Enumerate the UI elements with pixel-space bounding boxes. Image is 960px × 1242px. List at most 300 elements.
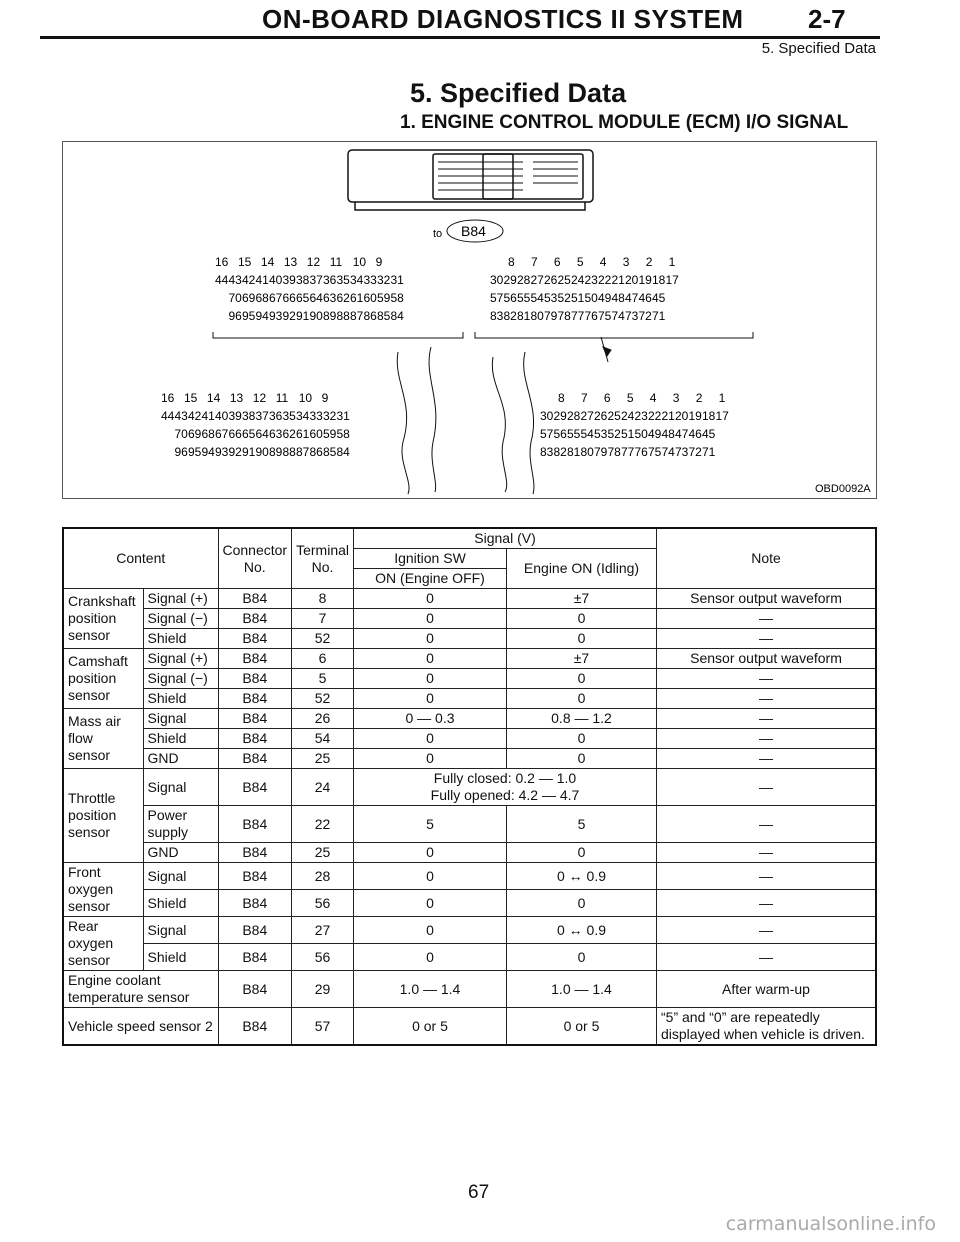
cell: After warm-up [657,971,877,1008]
pin-label: 64 [309,291,323,305]
cell: 28 [292,863,354,890]
cell: 26 [292,709,354,729]
pin-label: 87 [350,309,364,323]
cell: 0 — 0.3 [354,709,507,729]
pin-label: 65 [242,427,256,441]
pin-label: 39 [282,273,296,287]
lower-pin-grid [161,391,729,459]
pin-label: 37 [309,273,323,287]
cell: ±7 [507,649,657,669]
cell: 0 or 5 [507,1008,657,1046]
pin-label: 75 [598,309,612,323]
cell: 0 [354,890,507,917]
cell: Sensor output waveform [657,589,877,609]
tps-closed: Fully closed: 0.2 — 1.0 [433,770,577,786]
cell: 0 [354,863,507,890]
pin-label: 11 [275,391,289,405]
pin-label: 13 [229,391,244,405]
cell: 0 [507,843,657,863]
pin-label: 96 [228,309,242,323]
pin-label: 18 [702,409,716,423]
figure-code: OBD0092A [815,483,871,495]
table-row [63,729,876,749]
pin-label: 52 [607,427,621,441]
pin-label: 24 [571,273,585,287]
row-label: Rear oxygen sensor [63,917,143,971]
connector-diagram [63,142,878,500]
cell: B84 [218,769,292,806]
pin-label: 65 [296,291,310,305]
cell: “5” and “0” are repeatedly displayed when vehicle is driven. [657,1008,877,1046]
pin-label: 3 [622,255,630,269]
header-note: Note [657,528,877,589]
pin-label: 44 [215,273,229,287]
connector-to-label: to [433,228,443,240]
pin-label: 53 [594,427,608,441]
pin-label: 79 [544,309,558,323]
pin-label: 6 [553,255,561,269]
cell: — [657,806,877,843]
pin-label: 5 [576,255,584,269]
pin-label: 48 [661,427,675,441]
pin-label: 49 [598,291,612,305]
pin-label: 38 [296,273,310,287]
cell: B84 [218,629,292,649]
pin-label: 67 [269,291,283,305]
pin-label: 71 [702,445,716,459]
pin-label: 52 [557,291,571,305]
pin-label: 59 [323,427,337,441]
pin-label: 48 [611,291,625,305]
pin-label: 66 [228,427,242,441]
pin-label: 24 [621,409,635,423]
pin-label: 22 [598,273,612,287]
pin-label: 10 [298,391,313,405]
pin-label: 87 [296,445,310,459]
pin-label: 77 [571,309,585,323]
pin-label: 84 [336,445,350,459]
cell: 0 [354,609,507,629]
pin-label: 72 [638,309,652,323]
cell: GND [143,843,218,863]
pin-label: 81 [517,309,531,323]
pin-label: 9 [321,391,329,405]
cell: 52 [292,629,354,649]
pin-label: 78 [607,445,621,459]
cell: — [657,769,877,806]
pin-label: 40 [269,273,283,287]
pin-label: 6 [603,391,611,405]
cell: Power supply [143,806,218,843]
pin-label: 93 [269,309,283,323]
cell: 24 [292,769,354,806]
pin-label: 31 [336,409,350,423]
pin-label: 35 [336,273,350,287]
pin-label: 80 [580,445,594,459]
upper-pin-grid [215,255,679,323]
pin-label: 18 [652,273,666,287]
cell: GND [143,749,218,769]
watermark: carmanualsonline.info [725,1213,936,1235]
pin-label: 62 [336,291,350,305]
cell: B84 [218,1008,292,1046]
pin-label: 63 [323,291,337,305]
pin-label: 51 [571,291,585,305]
cell: B84 [218,971,292,1008]
cell: B84 [218,890,292,917]
pin-label: 27 [580,409,594,423]
pin-label: 16 [161,391,175,405]
cell: 56 [292,890,354,917]
cell: Signal [143,709,218,729]
ecm-connector-figure [62,141,877,499]
cell: Shield [143,944,218,971]
pin-label: 59 [377,291,391,305]
row-label: Front oxygen sensor [63,863,143,917]
cell: B84 [218,843,292,863]
pin-label: 61 [350,291,364,305]
pin-label: 8 [558,391,565,405]
pin-label: 62 [282,427,296,441]
cell: — [657,917,877,944]
pin-label: 95 [242,309,256,323]
cell: — [657,890,877,917]
pin-label: 2 [695,391,703,405]
cell: 5 [292,669,354,689]
pin-label: 68 [201,427,215,441]
cell: 0 ↔ 0.9 [507,863,657,890]
pin-label: 95 [188,445,202,459]
pin-label: 90 [255,445,269,459]
pin-label: 82 [553,445,567,459]
pin-label: 83 [490,309,504,323]
cell: B84 [218,729,292,749]
pin-label: 86 [309,445,323,459]
ecm-housing [348,150,593,210]
pin-label: 96 [174,445,188,459]
pin-label: 43 [174,409,188,423]
pin-label: 54 [580,427,594,441]
pin-label: 15 [237,255,252,269]
pin-label: 29 [503,273,517,287]
pin-label: 7 [580,391,588,405]
pin-label: 46 [688,427,702,441]
cell: Shield [143,890,218,917]
pin-label: 67 [215,427,229,441]
cell: Signal [143,917,218,944]
pin-label: 28 [567,409,581,423]
pin-label: 50 [634,427,648,441]
pin-label: 88 [336,309,350,323]
pin-label: 74 [611,309,625,323]
page-number: 67 [468,1182,490,1203]
section-title: 5. Specified Data [410,78,627,108]
cell: 8 [292,589,354,609]
cell: 1.0 — 1.4 [507,971,657,1008]
header-section-number: 2-7 [808,4,846,34]
pin-label: 92 [228,445,242,459]
pin-label: 47 [625,291,639,305]
cell: — [657,709,877,729]
pin-label: 33 [309,409,323,423]
pin-label: 19 [688,409,702,423]
cell: 0 [507,669,657,689]
cell: B84 [218,749,292,769]
cell: 25 [292,843,354,863]
pin-label: 74 [661,445,675,459]
pin-label: 30 [540,409,554,423]
pin-label: 64 [255,427,269,441]
pin-label: 8 [508,255,515,269]
cell: ±7 [507,589,657,609]
pin-label: 94 [255,309,269,323]
cell: Signal (−) [143,609,218,629]
pin-label: 33 [363,273,377,287]
cell: Shield [143,729,218,749]
pin-label: 32 [377,273,391,287]
pin-label: 76 [634,445,648,459]
cell: 0 ↔ 0.9 [507,917,657,944]
cell: B84 [218,944,292,971]
pin-label: 21 [611,273,625,287]
cell: Shield [143,629,218,649]
tps-signal-range [354,769,657,806]
cell: 0 [507,629,657,649]
pin-label: 38 [242,409,256,423]
pin-label: 45 [702,427,716,441]
cell: 0 or 5 [354,1008,507,1046]
pin-label: 88 [282,445,296,459]
table-row [63,971,876,1008]
tps-opened: Fully opened: 4.2 — 4.7 [430,787,580,803]
pin-label: 75 [648,445,662,459]
header-title: ON-BOARD DIAGNOSTICS II SYSTEM [262,4,744,34]
cell: Signal (+) [143,649,218,669]
pin-label: 32 [323,409,337,423]
table-row [63,843,876,863]
pin-label: 91 [296,309,310,323]
subsection-title: 1. ENGINE CONTROL MODULE (ECM) I/O SIGNAL [400,112,849,133]
pin-label: 16 [215,255,229,269]
pin-label: 77 [621,445,635,459]
pin-label: 46 [638,291,652,305]
cell: 0 [354,689,507,709]
pin-label: 36 [323,273,337,287]
row-label: Mass air flow sensor [63,709,143,769]
pin-label: 1 [668,255,676,269]
pin-label: 85 [377,309,391,323]
pin-label: 76 [584,309,598,323]
pin-label: 82 [503,309,517,323]
table-row [63,769,876,806]
table-row [63,917,876,944]
pin-label: 36 [269,409,283,423]
pin-label: 68 [255,291,269,305]
header-ignition-sub: ON (Engine OFF) [354,569,507,589]
cell: 0 [507,890,657,917]
cell: 25 [292,749,354,769]
pin-label: 10 [352,255,367,269]
row-label: Throttle position sensor [63,769,143,863]
table-row [63,709,876,729]
pin-label: 4 [599,255,607,269]
cell: — [657,944,877,971]
cell: 0 [354,843,507,863]
cell: — [657,729,877,749]
header-engine-on: Engine ON (Idling) [507,549,657,589]
cell: B84 [218,917,292,944]
cell: 0 [507,944,657,971]
cell: B84 [218,649,292,669]
pin-label: 25 [557,273,571,287]
pin-label: 42 [188,409,202,423]
cell: 0 [507,749,657,769]
pin-label: 57 [540,427,554,441]
cell: — [657,689,877,709]
pin-label: 56 [553,427,567,441]
pin-label: 23 [634,409,648,423]
pin-label: 17 [665,273,679,287]
header-terminal: Terminal No. [292,528,354,589]
cell: B84 [218,669,292,689]
cell: — [657,629,877,649]
pin-label: 23 [584,273,598,287]
table-row [63,609,876,629]
pin-label: 85 [323,445,337,459]
pin-label: 3 [672,391,680,405]
table-row [63,629,876,649]
cell: Signal [143,863,218,890]
cell: 5 [354,806,507,843]
pin-label: 13 [283,255,298,269]
pin-label: 57 [490,291,504,305]
cell: — [657,749,877,769]
pin-label: 80 [530,309,544,323]
row-label: Vehicle speed sensor 2 [63,1008,218,1046]
pin-label: 70 [174,427,188,441]
pin-label: 30 [490,273,504,287]
pin-label: 7 [530,255,538,269]
pin-label: 72 [688,445,702,459]
pin-label: 86 [363,309,377,323]
cell: B84 [218,689,292,709]
table-row [63,689,876,709]
pin-label: 26 [544,273,558,287]
pin-label: 69 [242,291,256,305]
pin-label: 20 [625,273,639,287]
header-connector: Connector No. [218,528,292,589]
pin-label: 83 [540,445,554,459]
table-row [63,806,876,843]
pin-label: 22 [648,409,662,423]
pin-label: 28 [517,273,531,287]
pin-label: 42 [242,273,256,287]
cell: 0.8 — 1.2 [507,709,657,729]
pin-label: 70 [228,291,242,305]
pin-label: 60 [363,291,377,305]
pin-label: 63 [269,427,283,441]
cell: Signal (−) [143,669,218,689]
pin-label: 93 [215,445,229,459]
cell: 5 [507,806,657,843]
header-ignition: Ignition SW [354,549,507,569]
header-rule [40,36,880,39]
cell: 0 [354,669,507,689]
pin-label: 19 [638,273,652,287]
pin-label: 5 [626,391,634,405]
cell: 56 [292,944,354,971]
pin-label: 49 [648,427,662,441]
pin-label: 91 [242,445,256,459]
pin-label: 54 [530,291,544,305]
pin-label: 73 [625,309,639,323]
pin-label: 79 [594,445,608,459]
ecm-pin-lines [438,162,578,190]
cell: 0 [354,629,507,649]
pin-label: 69 [188,427,202,441]
pin-label: 25 [607,409,621,423]
pin-label: 89 [269,445,283,459]
cell: 52 [292,689,354,709]
cell: 6 [292,649,354,669]
pin-label: 58 [336,427,350,441]
cell: — [657,863,877,890]
table-row [63,669,876,689]
pin-label: 90 [309,309,323,323]
pin-label: 55 [517,291,531,305]
pin-label: 43 [228,273,242,287]
pin-label: 35 [282,409,296,423]
pin-label: 39 [228,409,242,423]
ecm-signal-table [62,527,877,1046]
pin-label: 37 [255,409,269,423]
pin-label: 21 [661,409,675,423]
pin-label: 44 [161,409,175,423]
pin-label: 61 [296,427,310,441]
pin-label: 71 [652,309,666,323]
row-label: Crankshaft position sensor [63,589,143,649]
pin-label: 50 [584,291,598,305]
pin-label: 89 [323,309,337,323]
cell: 0 [507,609,657,629]
pin-label: 14 [260,255,275,269]
cell: 1.0 — 1.4 [354,971,507,1008]
connector-id-label: B84 [461,223,486,239]
cell: Sensor output waveform [657,649,877,669]
table-row [63,863,876,890]
pin-label: 34 [296,409,310,423]
cell: 22 [292,806,354,843]
cell: B84 [218,863,292,890]
pin-label: 12 [306,255,321,269]
pin-label: 4 [649,391,657,405]
pin-label: 81 [567,445,581,459]
pin-label: 40 [215,409,229,423]
cell: — [657,669,877,689]
pin-label: 92 [282,309,296,323]
table-row [63,749,876,769]
pin-label: 47 [675,427,689,441]
pin-label: 84 [390,309,404,323]
pin-label: 55 [567,427,581,441]
cell: 0 [354,649,507,669]
pin-label: 56 [503,291,517,305]
pin-label: 73 [675,445,689,459]
pin-label: 2 [645,255,653,269]
header-signal: Signal (V) [354,528,657,549]
cell: 0 [507,689,657,709]
pin-label: 12 [252,391,267,405]
